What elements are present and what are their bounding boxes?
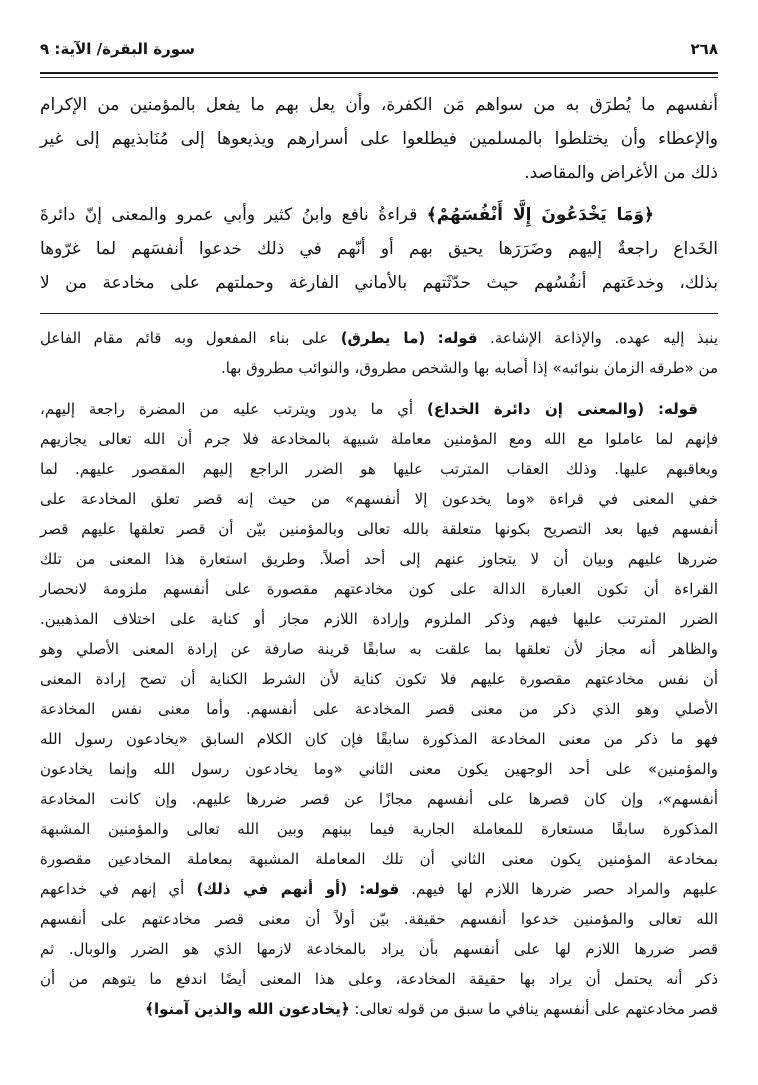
main-paragraph-verse-commentary [40, 198, 718, 300]
header-rule [40, 72, 718, 78]
text-line: فهو ما ذكر من معنى المخادعة المذكورة سابقًا فإن كان الكلام السابق «يخادعون رسول الله [40, 730, 718, 748]
text-line: أن نفس مخادعتهم مقصورة عليهم فلا تكون كناية لأن الشرط الكناية أن تصح إرادة المعنى [40, 670, 718, 688]
text-line: قوله: (والمعنى إن دائرة الخداع) أي ما يدور ويترتب عليه من المضرة راجعة إليهم، [40, 400, 698, 418]
text-line: أنفسهم»، وإن كان قصرها على أنفسهم مجازًا عن قصر ضررها عليهم. وإن كانت المخادعة [40, 790, 718, 808]
text-line: القراءة أن تكون العبارة الدالة على كون مخادعتهم مقصورة على أنفسهم ملزومة لانحصار [40, 580, 718, 598]
text-line: خفي المعنى في قراءة «وما يخدعون إلا أنفسهم» من حيث إنه قصر تعلق المخادعة على [40, 490, 718, 508]
text-line: ينبذ إليه عهده. والإذاعة الإشاعة. قوله: (ما يطرق) على بناء المفعول وبه قائم مقام الفاعل [40, 329, 718, 347]
text-line: فإنهم لما عاملوا مع الله ومع المؤمنين معاملة شبيهة بالمخادعة فلا جرم أن الله تعالى يجازيهم [40, 430, 718, 448]
footnote-paragraph-continuation [40, 323, 718, 383]
text-line: المذكورة سابقًا مستعارة للمعاملة الجارية فيما بينهم وبين الله تعالى والمؤمنين المشبهة [40, 820, 718, 838]
text-line: ضررها عليهم وبيان أن لا يتجاوز عنهم إلى أحد أصلاً. وطريق استعارة هذا المعنى من تلك [40, 550, 718, 568]
text-line: الأصلي وهو الذي ذكر من معنى قصر المخادعة على أنفسهم. وأما معنى نفس المخادعة [40, 700, 718, 718]
text-line: الله تعالى والمؤمنين خدعوا أنفسهم حقيقة. بيّن أولاً أن معنى قصر مخادعتهم على أنفسهم [40, 910, 718, 928]
chapter-title: سورة البقرة/ الآية: ٩ [40, 40, 195, 58]
main-paragraph-continuation [40, 88, 718, 190]
text-line: من «طرقه الزمان بنوائبه» إذا أصابه بها والشخص مطروق، والنوائب مطروق بها. [220, 359, 718, 377]
footnote-separator-rule [40, 313, 718, 314]
text-line: قصر مخادعتهم على أنفسهم ينافي ما سبق من قوله تعالى: ﴿يخادعون الله والذين آمنوا﴾ [145, 1000, 718, 1018]
footnotes-section [40, 323, 718, 1024]
text-line: الخَداع راجعةٌ إليهم وضَرَرَها يحيق بهم أو أنّهم في ذلك خدعوا أنفسَهم لما غرّوها [40, 239, 718, 259]
text-line: عليهم والمراد حصر ضررها اللازم لها فيهم. قوله: (أو أنهم في ذلك) أي إنهم في خداعهم [40, 880, 718, 898]
footnote-paragraph-commentary [40, 394, 718, 1024]
text-line: ذكر أنه يحتمل أن يراد بها حقيقة المخادعة، وعلى هذا المعنى أيضًا اندفع ما يتوهم من أن [40, 970, 718, 988]
page-header [40, 40, 718, 58]
text-line: ويعاقبهم عليها. وذلك العقاب المترتب عليها هو الضرر الراجع إليهم المقصور عليهم. لما [40, 460, 718, 478]
text-line: أنفسهم ما يُطرَق به من سواهم مَن الكفرة، وأن يعل بهم ما يفعل بالمؤمنين من الإكرام [40, 95, 718, 115]
main-text [40, 88, 718, 300]
text-line: ﴿وَمَا يَخْدَعُونَ إِلَّا أَنْفُسَهُمْ﴾ قراءةُ نافع وابنُ كثير وأبي عمرو والمعنى إنّ دائرةَ [40, 205, 654, 225]
text-line: والظاهر أنه مجاز لأن تعلقها بما علقت به سابقًا قرينة صارفة عن إرادة المعنى الأصلي وهو [40, 640, 718, 658]
text-line: الضرر المترتب عليها فيهم وذكر الملزوم وإرادة اللازم مجاز أو كناية على اختلاف المذهبين. [40, 610, 718, 628]
text-line: أنفسهم فيها بعد التصريح بكونها متعلقة بالله تعالى وبالمؤمنين بيّن أن قصر تعلقها عليهم قصر [40, 520, 718, 538]
text-line: بمخادعة المؤمنين يكون معنى الثاني أن تلك المعاملة المشبهة بمعاملة المخادعين مقصورة [40, 850, 718, 868]
text-line: بذلك، وخدعَتهم أنفُسُهم حيث حدّثَتهم بالأماني الفارغة وحملتهم على مخادعة من لا [40, 273, 718, 293]
text-line: والمؤمنين» على أحد الوجهين يكون معنى الثاني «وما يخادعون رسول الله وإنما يخادعون [40, 760, 718, 778]
page-number: ٢٦٨ [690, 40, 718, 58]
text-line: ذلك من الأغراض والمقاصد. [524, 163, 718, 183]
text-line: والإعطاء وأن يختلطوا بالمسلمين فيطلعوا على أسرارهم ويذيعوها إلى مُنَابذيهم إلى غير [40, 129, 718, 149]
text-line: قصر ضررها اللازم لها على أنفسهم بأن يراد بالمخادعة لازمها الذي هو الضرر والوبال. ثم [40, 940, 718, 958]
